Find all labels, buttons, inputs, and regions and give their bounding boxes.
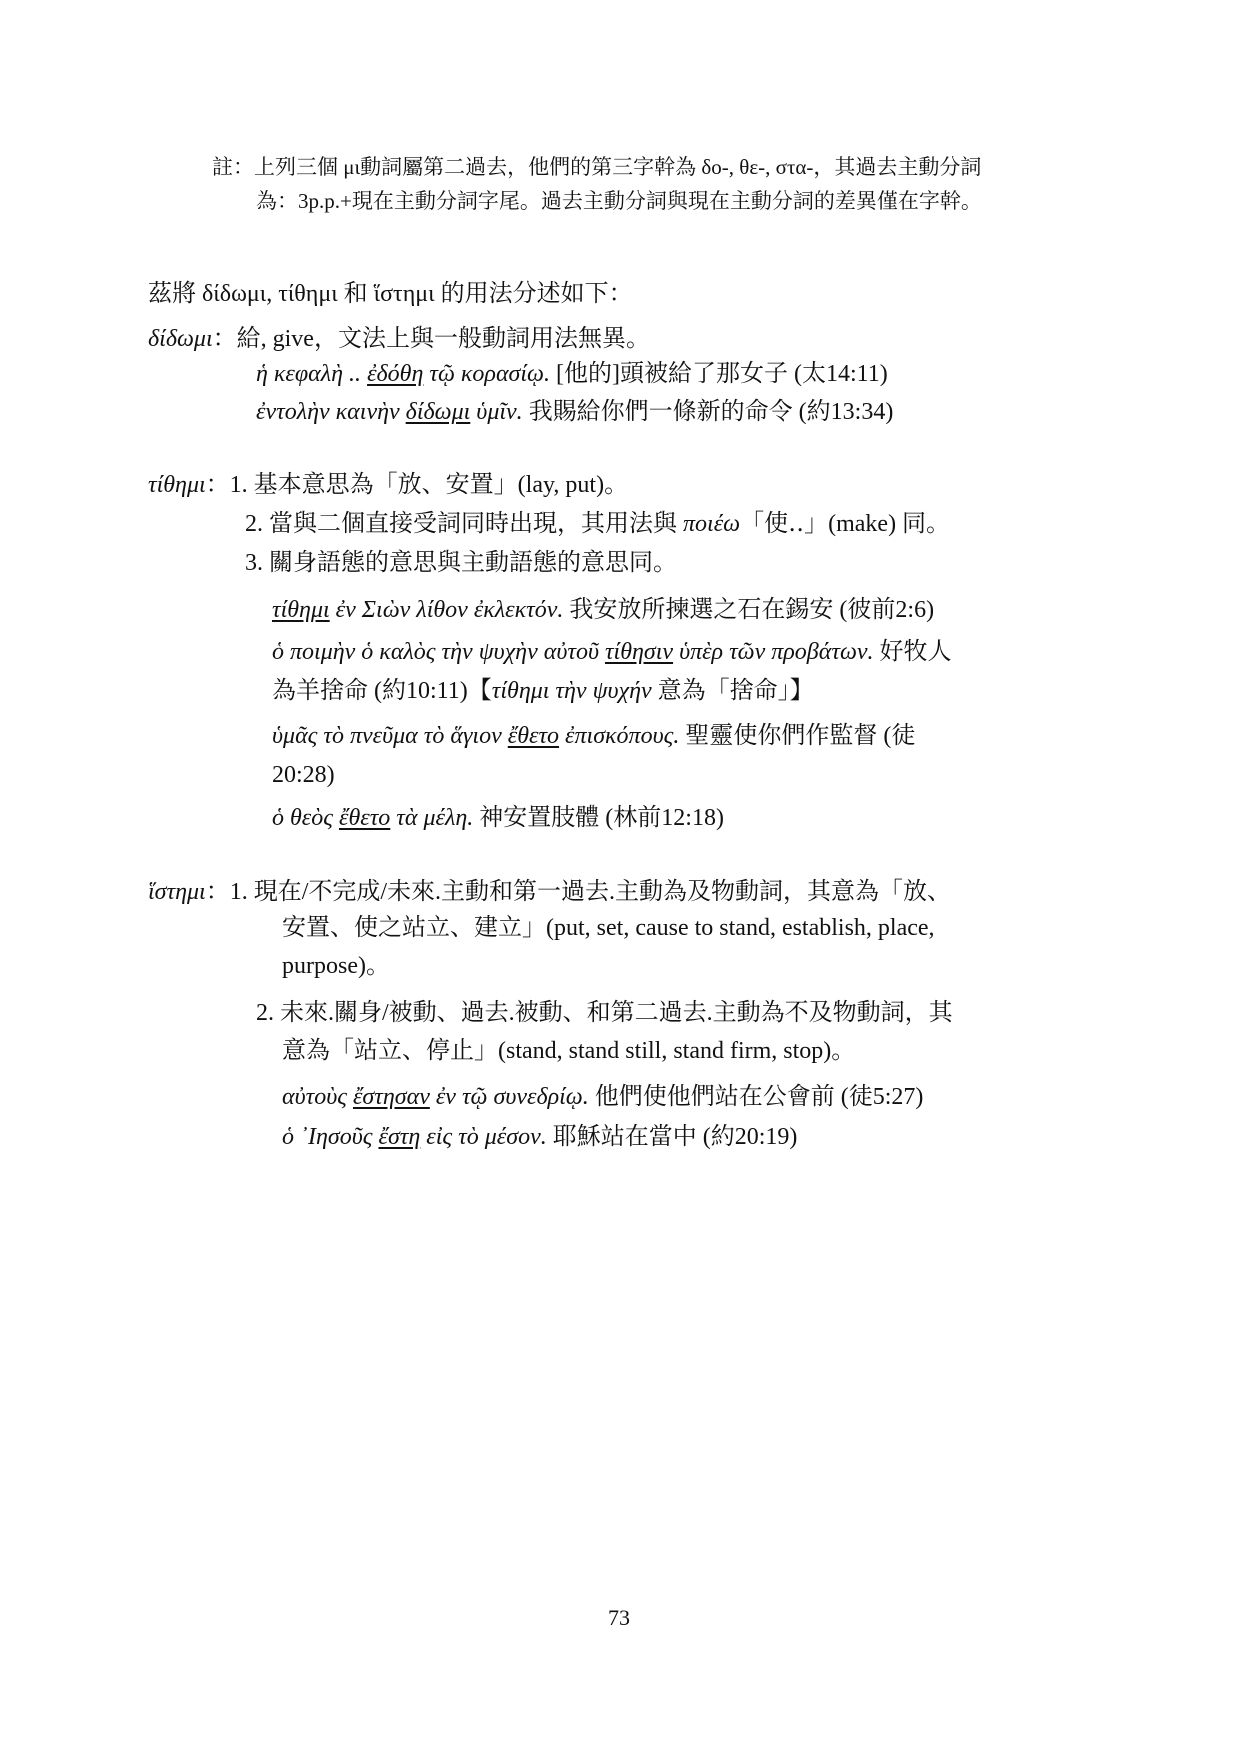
histemi-example-2	[282, 1122, 797, 1152]
translation: 我安放所揀選之石在錫安 (彼前2:6)	[563, 597, 935, 623]
page-number: 73	[608, 1605, 630, 1630]
tithemi-example-4	[272, 803, 724, 833]
tithemi-term: τίθημι	[148, 472, 206, 498]
item-text: ：1. 現在/不完成/未來.主動和第一過去.主動為及物動詞，其意為「放、	[205, 879, 952, 905]
histemi-example-1	[282, 1082, 923, 1112]
greek-verb-underlined: τίθησιν	[604, 639, 674, 665]
greek-text: ἡ κεφαλὴ ..	[256, 361, 368, 387]
tithemi-example-2-continued	[272, 676, 814, 706]
didomi-example-1	[256, 359, 888, 389]
greek-verb-underlined: ἔστη	[378, 1124, 421, 1150]
greek-verb-underlined: δίδωμι	[405, 399, 471, 425]
note-line-1: 註：上列三個 μι動詞屬第二過去，他們的第三字幹為 δο-, θε-, στα-，其過去主動分詞	[212, 155, 982, 179]
translation: 神安置肢體 (林前12:18)	[473, 805, 724, 831]
translation: 好牧人	[873, 639, 952, 665]
item-text: 「使‥」(make) 同。	[740, 511, 951, 537]
histemi-item-1-line-3: purpose)。	[282, 953, 390, 979]
greek-text: ἐν Σιὼν λίθον ἐκλεκτόν.	[329, 597, 564, 623]
intro-line: 茲將 δίδωμι, τίθημι 和 ἵστημι 的用法分述如下：	[148, 281, 633, 307]
item-text: ：1. 基本意思為「放、安置」(lay, put)。	[205, 472, 629, 498]
greek-verb-underlined: ἔθετο	[507, 723, 560, 749]
translation: 聖靈使你們作監督 (徒	[679, 723, 916, 749]
didomi-term: δίδωμι	[148, 326, 213, 352]
translation: 意為「捨命」】	[651, 678, 814, 704]
greek-text: ὑμῖν.	[470, 399, 523, 425]
greek-text: ἐπισκόπους.	[559, 723, 680, 749]
greek-text: τῷ κορασίῳ.	[423, 361, 550, 387]
item-text: 2. 當與二個直接受詞同時出現，其用法與	[245, 511, 683, 537]
tithemi-item-3: 3. 關身語態的意思與主動語態的意思同。	[245, 550, 677, 576]
translation: [他的]頭被給了那女子 (太14:11)	[550, 361, 888, 387]
translation: 我賜給你們一條新的命令 (約13:34)	[522, 399, 894, 425]
greek-verb-underlined: ἔστησαν	[352, 1084, 430, 1110]
tithemi-item-1	[148, 470, 628, 500]
tithemi-item-2	[245, 509, 950, 539]
greek-text: εἰς τὸ μέσον.	[420, 1124, 547, 1150]
greek-text: ὑπὲρ τῶν προβάτων.	[673, 639, 874, 665]
greek-text: ὁ ποιμὴν ὁ καλὸς τὴν ψυχὴν αὐτοῦ	[272, 639, 605, 665]
greek-text: τὰ μέλη.	[390, 805, 474, 831]
didomi-heading	[148, 324, 650, 354]
greek-text: ποιέω	[683, 511, 741, 537]
didomi-definition: ：給, give，文法上與一般動詞用法無異。	[212, 326, 650, 352]
translation: 為羊捨命 (約10:11)【	[272, 678, 492, 704]
histemi-item-1-line-1	[148, 877, 951, 907]
note-line-2: 為：3p.p.+現在主動分詞字尾。過去主動分詞與現在主動分詞的差異僅在字幹。	[256, 189, 982, 213]
histemi-item-2-line-1: 2. 未來.關身/被動、過去.被動、和第二過去.主動為不及物動詞，其	[256, 1000, 953, 1026]
greek-text: ὁ θεὸς	[272, 805, 339, 831]
tithemi-example-1	[272, 595, 934, 625]
tithemi-example-2	[272, 637, 952, 667]
greek-text: ἐντολὴν καινὴν	[256, 399, 406, 425]
greek-verb-underlined: ἔθετο	[338, 805, 391, 831]
histemi-term: ἵστημι	[148, 879, 206, 905]
histemi-item-2-line-2: 意為「站立、停止」(stand, stand still, stand firm, stop)。	[282, 1038, 856, 1064]
greek-verb-underlined: ἐδόθη	[367, 361, 424, 387]
greek-text: τίθημι τὴν ψυχήν	[491, 678, 652, 704]
greek-text: ὁ ᾿Ιησοῦς	[282, 1124, 379, 1150]
greek-text: ἐν τῷ συνεδρίῳ.	[429, 1084, 589, 1110]
histemi-item-1-line-2: 安置、使之站立、建立」(put, set, cause to stand, establish, place,	[282, 915, 935, 941]
greek-text: ὑμᾶς τὸ πνεῦμα τὸ ἅγιον	[272, 723, 508, 749]
tithemi-example-3	[272, 721, 915, 751]
translation: 耶穌站在當中 (約20:19)	[546, 1124, 798, 1150]
didomi-example-2	[256, 397, 893, 427]
greek-text: αὐτοὺς	[282, 1084, 353, 1110]
translation: 他們使他們站在公會前 (徒5:27)	[588, 1084, 924, 1110]
greek-verb-underlined: τίθημι	[272, 597, 330, 623]
tithemi-example-3-continued: 20:28)	[272, 762, 335, 788]
